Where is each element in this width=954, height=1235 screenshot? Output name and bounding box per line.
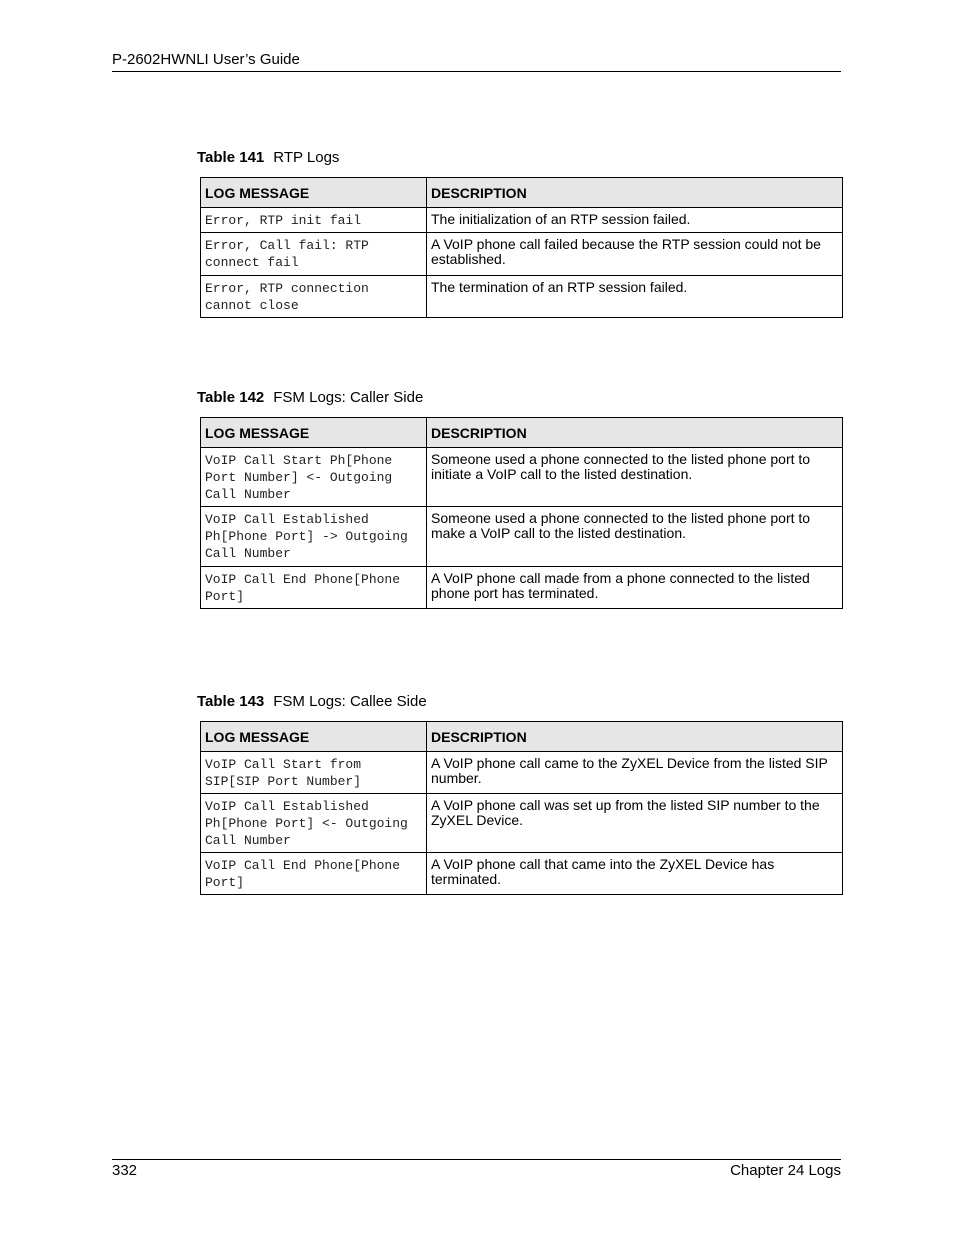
page-header xyxy=(112,51,841,72)
table-caption-143 xyxy=(197,693,427,711)
table-title: FSM Logs: Caller Side xyxy=(273,389,424,406)
table-row xyxy=(201,448,843,507)
description-cell: A VoIP phone call failed because the RTP session could not be established. xyxy=(427,233,843,276)
log-message-cell: Error, RTP init fail xyxy=(201,208,427,233)
fsm-caller-logs-table xyxy=(200,417,843,609)
description-cell: Someone used a phone connected to the listed phone port to initiate a VoIP call to the listed destination. xyxy=(427,448,843,507)
chapter-title: Chapter 24 Logs xyxy=(730,1162,841,1179)
column-header-log-message: LOG MESSAGE xyxy=(201,178,427,208)
log-message-cell: VoIP Call Start from SIP[SIP Port Number] xyxy=(201,752,427,794)
log-message-cell: VoIP Call Established Ph[Phone Port] <- Outgoing Call Number xyxy=(201,794,427,853)
description-cell: A VoIP phone call that came into the ZyXEL Device has terminated. xyxy=(427,853,843,895)
table-row xyxy=(201,567,843,609)
column-header-description: DESCRIPTION xyxy=(427,178,843,208)
table-row xyxy=(201,276,843,318)
description-cell: A VoIP phone call made from a phone connected to the listed phone port has terminated. xyxy=(427,567,843,609)
rtp-logs-table xyxy=(200,177,843,318)
description-cell: The termination of an RTP session failed. xyxy=(427,276,843,318)
table-caption-141 xyxy=(197,149,339,167)
table-row xyxy=(201,752,843,794)
column-header-description: DESCRIPTION xyxy=(427,722,843,752)
table-row xyxy=(201,507,843,567)
table-number: Table 142 xyxy=(197,389,265,406)
description-cell: A VoIP phone call was set up from the listed SIP number to the ZyXEL Device. xyxy=(427,794,843,853)
page-footer xyxy=(112,1159,841,1180)
column-header-description: DESCRIPTION xyxy=(427,418,843,448)
table-row xyxy=(201,853,843,895)
log-message-cell: Error, Call fail: RTP connect fail xyxy=(201,233,427,276)
table-row xyxy=(201,794,843,853)
table-header-row xyxy=(201,722,843,752)
column-header-log-message: LOG MESSAGE xyxy=(201,722,427,752)
table-header-row xyxy=(201,178,843,208)
page-number: 332 xyxy=(112,1162,138,1179)
log-message-cell: VoIP Call Start Ph[Phone Port Number] <- Outgoing Call Number xyxy=(201,448,427,507)
table-header-row xyxy=(201,418,843,448)
column-header-log-message: LOG MESSAGE xyxy=(201,418,427,448)
table-number: Table 141 xyxy=(197,149,265,166)
log-message-cell: VoIP Call End Phone[Phone Port] xyxy=(201,853,427,895)
log-message-cell: Error, RTP connection cannot close xyxy=(201,276,427,318)
table-title: FSM Logs: Callee Side xyxy=(273,693,427,710)
table-row xyxy=(201,233,843,276)
description-cell: Someone used a phone connected to the listed phone port to make a VoIP call to the listed destination. xyxy=(427,507,843,567)
table-number: Table 143 xyxy=(197,693,265,710)
fsm-callee-logs-table xyxy=(200,721,843,895)
table-caption-142 xyxy=(197,389,423,407)
description-cell: The initialization of an RTP session failed. xyxy=(427,208,843,233)
guide-title: P-2602HWNLI User’s Guide xyxy=(112,51,300,68)
table-title: RTP Logs xyxy=(273,149,340,166)
log-message-cell: VoIP Call Established Ph[Phone Port] -> Outgoing Call Number xyxy=(201,507,427,567)
log-message-cell: VoIP Call End Phone[Phone Port] xyxy=(201,567,427,609)
description-cell: A VoIP phone call came to the ZyXEL Device from the listed SIP number. xyxy=(427,752,843,794)
table-row xyxy=(201,208,843,233)
